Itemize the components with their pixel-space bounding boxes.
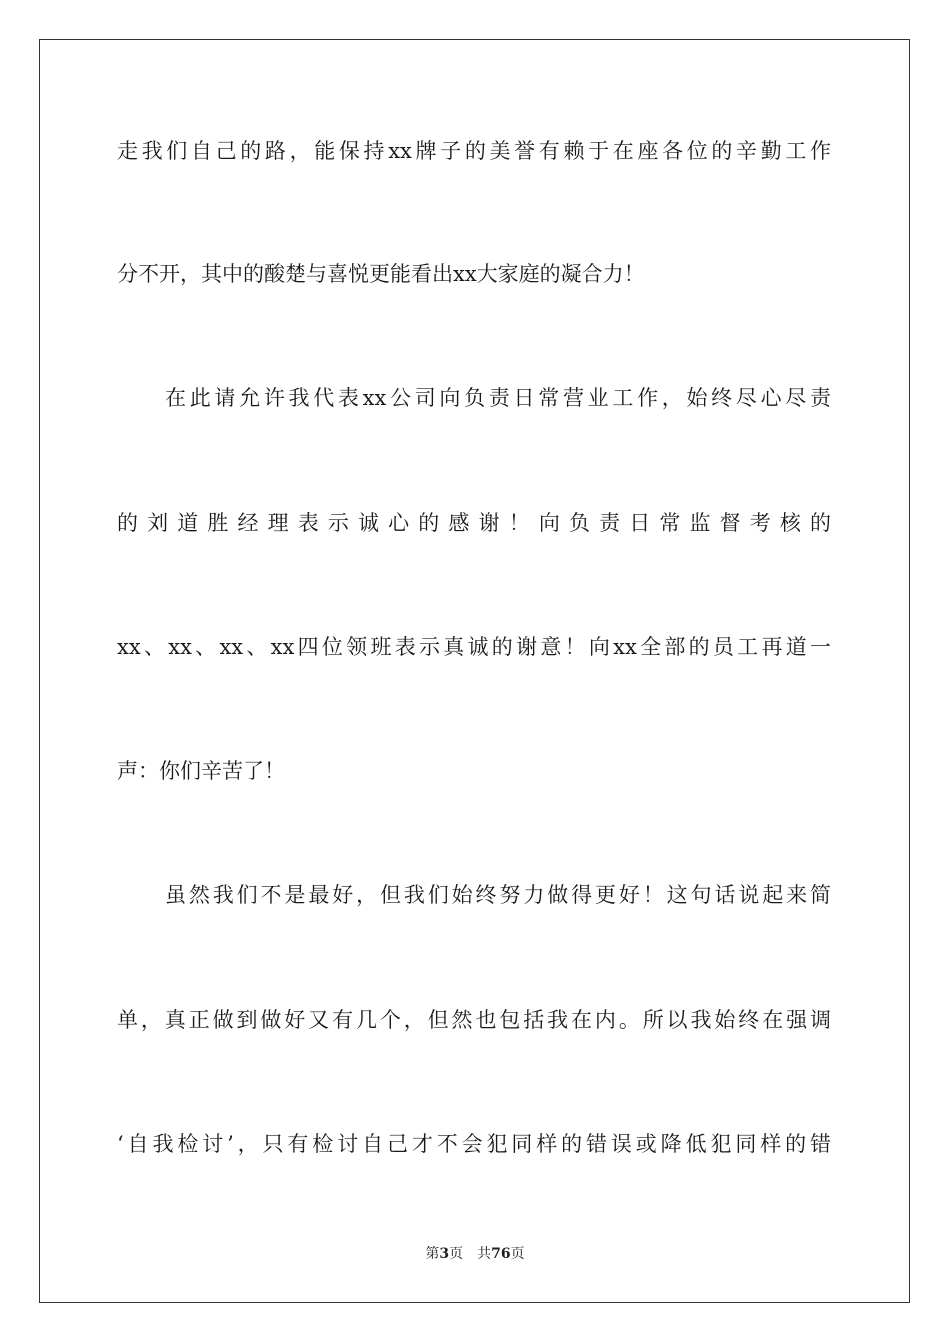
text-line-1: 走我们自己的路，能保持xx牌子的美誉有赖于在座各位的辛勤工作 (117, 139, 831, 163)
text-line-5: xx、xx、xx、xx四位领班表示真诚的谢意！向xx全部的员工再道一 (117, 635, 831, 659)
footer-total-prefix: 共 (477, 1246, 492, 1262)
text-line-2: 分不开，其中的酸楚与喜悦更能看出xx大家庭的凝合力！ (117, 262, 645, 286)
text-line-8: 单，真正做到做好又有几个，但然也包括我在内。所以我始终在强调 (117, 1008, 831, 1032)
footer-page-prefix: 第 (425, 1246, 440, 1262)
text-line-7: 虽然我们不是最好，但我们始终努力做得更好！这句话说起来简 (165, 883, 831, 907)
footer-page-suffix: 页 (449, 1246, 464, 1262)
text-line-3: 在此请允许我代表xx公司向负责日常营业工作，始终尽心尽责 (165, 386, 831, 410)
page-footer (0, 1245, 950, 1263)
footer-total-suffix: 页 (510, 1246, 525, 1262)
text-line-4: 的刘道胜经理表示诚心的感谢！向负责日常监督考核的 (117, 511, 831, 535)
page-border (39, 39, 910, 1303)
text-line-6: 声：你们辛苦了！ (117, 759, 285, 783)
footer-page-number: 3 (439, 1246, 450, 1262)
text-line-9: ‘自我检讨’，只有检讨自己才不会犯同样的错误或降低犯同样的错 (117, 1132, 831, 1156)
footer-total-pages: 76 (491, 1246, 511, 1262)
